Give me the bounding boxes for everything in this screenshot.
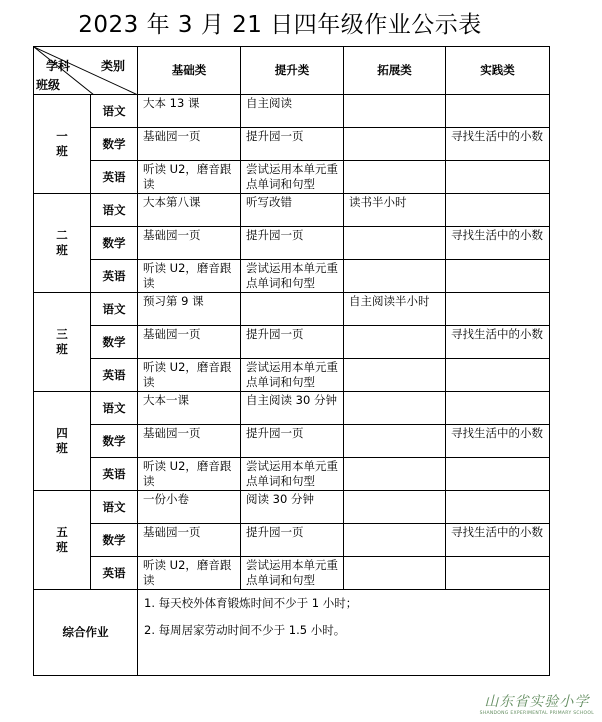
corner-class-label: 班级 xyxy=(36,78,61,92)
homework-cell: 大本第八课 xyxy=(138,194,241,227)
homework-cell xyxy=(344,260,446,293)
homework-cell: 预习第 9 课 xyxy=(138,293,241,326)
subject-cell: 数学 xyxy=(91,128,138,161)
homework-cell: 尝试运用本单元重点单词和句型 xyxy=(241,161,344,194)
homework-cell: 基础园一页 xyxy=(138,425,241,458)
subject-cell: 数学 xyxy=(91,524,138,557)
subject-cell: 英语 xyxy=(91,260,138,293)
homework-cell: 听读 U2，磨音跟读 xyxy=(138,161,241,194)
homework-cell: 自主阅读 30 分钟 xyxy=(241,392,344,425)
homework-cell: 听读 U2，磨音跟读 xyxy=(138,557,241,590)
column-header: 拓展类 xyxy=(344,47,446,95)
homework-cell: 提升园一页 xyxy=(241,227,344,260)
subject-cell: 语文 xyxy=(91,95,138,128)
homework-cell: 自主阅读 xyxy=(241,95,344,128)
school-logo-subtitle: SHANDONG EXPERIMENTAL PRIMARY SCHOOL xyxy=(479,711,594,716)
homework-cell: 提升园一页 xyxy=(241,128,344,161)
homework-cell: 读书半小时 xyxy=(344,194,446,227)
homework-cell xyxy=(446,392,550,425)
homework-cell: 基础园一页 xyxy=(138,524,241,557)
homework-cell xyxy=(446,491,550,524)
table-row xyxy=(34,293,550,326)
homework-cell xyxy=(344,95,446,128)
homework-cell xyxy=(344,458,446,491)
homework-cell: 基础园一页 xyxy=(138,326,241,359)
school-logo xyxy=(480,691,594,716)
class-name-cell: 一 班 xyxy=(34,95,91,194)
subject-cell: 数学 xyxy=(91,227,138,260)
summary-item: 2. 每周居家劳动时间不少于 1.5 小时。 xyxy=(144,623,346,637)
homework-cell: 听读 U2，磨音跟读 xyxy=(138,260,241,293)
table-row xyxy=(34,557,550,590)
table-row xyxy=(34,359,550,392)
corner-category-label: 类别 xyxy=(100,59,125,73)
table-row xyxy=(34,458,550,491)
homework-cell: 提升园一页 xyxy=(241,524,344,557)
page-title: 2023 年 3 月 21 日四年级作业公示表 xyxy=(78,12,482,38)
homework-cell xyxy=(344,557,446,590)
homework-cell xyxy=(344,524,446,557)
corner-subject-label: 学科 xyxy=(46,59,71,73)
homework-table xyxy=(33,46,550,676)
homework-cell: 寻找生活中的小数 xyxy=(446,227,550,260)
class-name-cell: 五 班 xyxy=(34,491,91,590)
subject-cell: 英语 xyxy=(91,458,138,491)
homework-cell xyxy=(446,359,550,392)
table-row xyxy=(34,260,550,293)
table-row xyxy=(34,524,550,557)
homework-cell xyxy=(446,161,550,194)
homework-cell xyxy=(446,194,550,227)
homework-cell: 尝试运用本单元重点单词和句型 xyxy=(241,557,344,590)
subject-cell: 英语 xyxy=(91,557,138,590)
table-row xyxy=(34,425,550,458)
homework-cell xyxy=(446,95,550,128)
homework-cell xyxy=(344,425,446,458)
header-row xyxy=(34,47,550,95)
subject-cell: 语文 xyxy=(91,491,138,524)
class-name-cell: 三 班 xyxy=(34,293,91,392)
table-row xyxy=(34,128,550,161)
subject-cell: 语文 xyxy=(91,293,138,326)
subject-cell: 语文 xyxy=(91,194,138,227)
homework-cell: 寻找生活中的小数 xyxy=(446,524,550,557)
homework-cell: 基础园一页 xyxy=(138,227,241,260)
homework-cell: 尝试运用本单元重点单词和句型 xyxy=(241,359,344,392)
column-header: 提升类 xyxy=(241,47,344,95)
class-name-cell: 四 班 xyxy=(34,392,91,491)
homework-cell: 尝试运用本单元重点单词和句型 xyxy=(241,260,344,293)
homework-cell: 寻找生活中的小数 xyxy=(446,128,550,161)
homework-cell xyxy=(446,458,550,491)
homework-cell xyxy=(344,161,446,194)
homework-cell xyxy=(446,557,550,590)
subject-cell: 英语 xyxy=(91,359,138,392)
summary-content xyxy=(138,590,550,676)
homework-cell: 寻找生活中的小数 xyxy=(446,326,550,359)
homework-cell xyxy=(344,491,446,524)
subject-cell: 英语 xyxy=(91,161,138,194)
column-header: 基础类 xyxy=(138,47,241,95)
homework-cell xyxy=(344,392,446,425)
table-row xyxy=(34,227,550,260)
homework-cell xyxy=(344,359,446,392)
summary-label: 综合作业 xyxy=(34,590,138,676)
homework-cell: 一份小卷 xyxy=(138,491,241,524)
homework-cell: 大本 13 课 xyxy=(138,95,241,128)
homework-cell: 大本一课 xyxy=(138,392,241,425)
homework-cell: 基础园一页 xyxy=(138,128,241,161)
subject-cell: 数学 xyxy=(91,326,138,359)
homework-cell: 提升园一页 xyxy=(241,326,344,359)
subject-cell: 语文 xyxy=(91,392,138,425)
table-row xyxy=(34,491,550,524)
table-row xyxy=(34,95,550,128)
summary-item: 1. 每天校外体育锻炼时间不少于 1 小时； xyxy=(144,596,358,610)
table-row xyxy=(34,194,550,227)
homework-cell: 听读 U2，磨音跟读 xyxy=(138,458,241,491)
school-logo-text: 山东省实验小学 xyxy=(484,694,590,710)
homework-cell xyxy=(446,260,550,293)
table-row xyxy=(34,392,550,425)
table-row xyxy=(34,161,550,194)
homework-cell xyxy=(241,293,344,326)
homework-cell: 寻找生活中的小数 xyxy=(446,425,550,458)
column-header: 实践类 xyxy=(446,47,550,95)
homework-cell: 阅读 30 分钟 xyxy=(241,491,344,524)
corner-header-cell xyxy=(34,47,138,95)
homework-cell xyxy=(344,326,446,359)
homework-cell xyxy=(446,293,550,326)
summary-row xyxy=(34,590,550,676)
homework-cell: 听读 U2，磨音跟读 xyxy=(138,359,241,392)
homework-cell: 尝试运用本单元重点单词和句型 xyxy=(241,458,344,491)
table-row xyxy=(34,326,550,359)
homework-cell xyxy=(344,128,446,161)
homework-cell: 自主阅读半小时 xyxy=(344,293,446,326)
homework-cell: 听写改错 xyxy=(241,194,344,227)
subject-cell: 数学 xyxy=(91,425,138,458)
class-name-cell: 二 班 xyxy=(34,194,91,293)
homework-cell: 提升园一页 xyxy=(241,425,344,458)
homework-cell xyxy=(344,227,446,260)
